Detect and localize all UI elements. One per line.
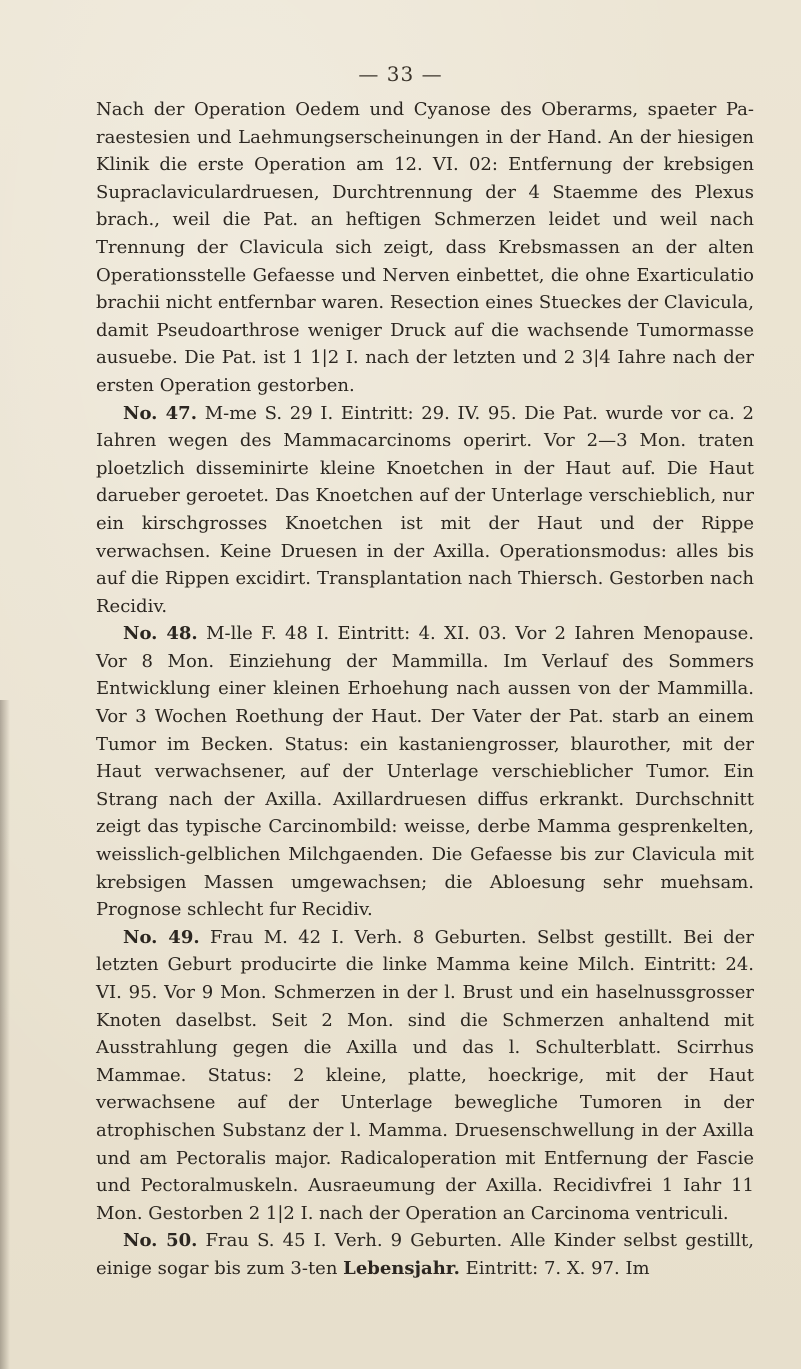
case-48-text: M-lle F. 48 I. Eintritt: 4. XI. 03. Vor 2 Iahren Menopause. Vor 8 Mon. Einziehung der Mammilla. Im Verlauf des Sommers Entwicklung einer kleinen Erhoehung nach aussen von der Mammilla. Vor 3 Wochen Roethung der Haut. Der Vater der Pat. starb an einem Tumor im Becken. Status: ein kastaniengrosser, blaurother, mit der Haut verwachsener, auf der Unterlage verschieblicher Tumor. Ein Strang nach der Axilla. Axillardruesen diffus erkrankt. Durchschnitt zeigt das typische Carcinombild: weisse, derbe Mamma gesprenkelten, weisslich-gelblichen Milchgaenden. Die Gefaesse bis zur Clavicula mit krebsigen Massen umgewachsen; die Abloesung sehr muehsam. Prognose schlecht fur Recidiv. (96, 623, 754, 921)
case-49-text: Frau M. 42 I. Verh. 8 Geburten. Selbst gestillt. Bei der letzten Geburt producirte die linke Mamma keine Milch. Eintritt: 24. VI. 95. Vor 9 Mon. Schmerzen in der l. Brust und ein haselnussgrosser Knoten daselbst. Seit 2 Mon. sind die Schmerzen anhaltend mit Ausstrahlung gegen die Axilla und das l. Schulterblatt. Scirrhus Mammae. Status: 2 kleine, platte, hoeckrige, mit der Haut verwachsene auf der Unterlage bewegliche Tumoren in der atrophischen Substanz der l. Mamma. Druesenschwellung in der Axilla und am Pectoralis major. Radicaloperation mit Entfernung der Fascie und Pectoralmuskeln. Ausraeumung der Axilla. Recidivfrei 1 Iahr 11 Mon. Gestorben 2 1|2 I. nach der Operation an Carcinoma ventriculi. (96, 926, 754, 1224)
page-number: — 33 — (358, 62, 443, 86)
case-49-paragraph (96, 924, 754, 1228)
intro-paragraph: Nach der Operation Oedem und Cyanose des Oberarms, spaeter Paraestesien und Laehmungserscheinungen in der Hand. An der hiesigen Klinik die erste Operation am 12. VI. 02: Entfernung der krebsigen Supraclaviculardruesen, Durchtrennung der 4 Staemme des Plexus brach., weil die Pat. an heftigen Schmerzen leidet und weil nach Trennung der Clavicula sich zeigt, dass Krebsmassen an der alten Operationsstelle Gefaesse und Nerven einbettet, die ohne Exarticulatio brachii nicht entfernbar waren. Resection eines Stueckes der Clavicula, damit Pseudoarthrose weniger Druck auf die wachsende Tumormasse ausuebe. Die Pat. ist 1 1|2 I. nach der letzten und 2 3|4 Iahre nach der ersten Operation gestorben. (96, 99, 754, 396)
case-47-text: M-me S. 29 I. Eintritt: 29. IV. 95. Die Pat. wurde vor ca. 2 Iahren wegen des Mammacarcinoms operirt. Vor 2—3 Mon. traten ploetzlich disseminirte kleine Knoetchen in der Haut auf. Die Haut darueber geroetet. Das Knoetchen auf der Unterlage verschieblich, nur ein kirschgrosses Knoetchen ist mit der Haut und der Rippe verwachsen. Keine Druesen in der Axilla. Operationsmodus: alles bis auf die Rippen excidirt. Transplantation nach Thiersch. Gestorben nach Recidiv. (96, 402, 754, 617)
body-text (96, 96, 754, 1283)
case-48-paragraph (96, 620, 754, 924)
case-50-number: No. 50. (123, 1230, 198, 1252)
case-49-number: No. 49. (123, 926, 200, 948)
case-50-text-after: Eintritt: 7. X. 97. Im (459, 1257, 650, 1279)
page-edge-shadow (0, 700, 10, 1369)
case-47-paragraph (96, 400, 754, 621)
case-50-text-before: Frau S. 45 I. Verh. 9 Geburten. Alle Kinder selbst gestillt, einige sogar bis zum 3-ten (96, 1230, 754, 1279)
case-50-paragraph (96, 1227, 754, 1282)
case-47-number: No. 47. (123, 402, 197, 424)
case-48-number: No. 48. (123, 623, 198, 645)
case-50-bold-phrase: Lebensjahr. (343, 1257, 460, 1279)
